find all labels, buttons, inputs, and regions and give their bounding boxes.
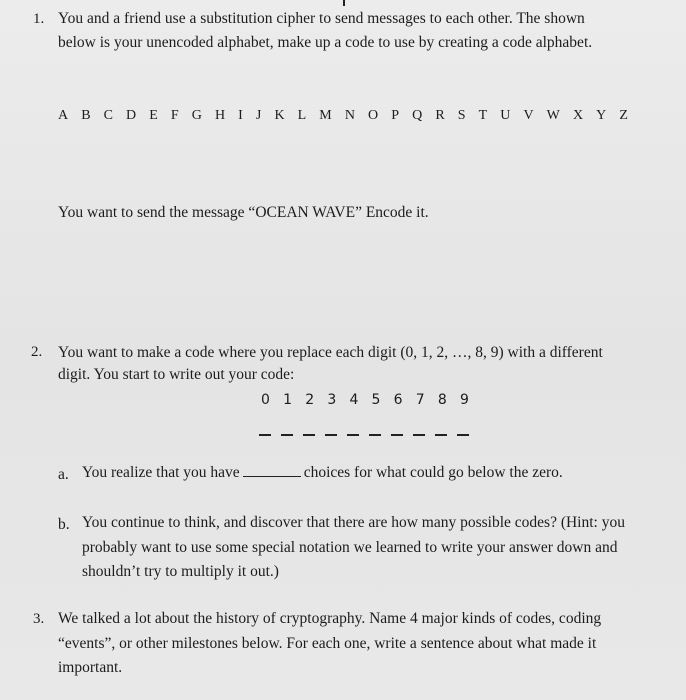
alphabet-letter: R xyxy=(435,108,445,123)
alphabet-row xyxy=(58,108,628,124)
q2a-text-before: You realize that you have xyxy=(82,464,240,481)
alphabet-letter: G xyxy=(191,108,202,123)
q1-number: 1. xyxy=(33,11,45,27)
q2b-line2: probably want to use some special notation we learned to write your answer down and xyxy=(82,539,618,556)
digit: 5 xyxy=(371,392,381,408)
q2b-line3: shouldn’t try to multiply it out.) xyxy=(82,563,279,580)
q3-line2: “events”, or other milestones below. For each one, write a sentence about what made it xyxy=(58,635,597,652)
alphabet-letter: K xyxy=(274,108,285,123)
q1-line1: You and a friend use a substitution cipher to send messages to each other. The shown xyxy=(58,10,585,27)
code-blank[interactable] xyxy=(413,434,425,436)
alphabet-letter: W xyxy=(546,108,560,123)
code-blank[interactable] xyxy=(369,434,381,436)
digit: 9 xyxy=(459,392,469,408)
code-blank[interactable] xyxy=(391,434,403,436)
q3-line1: We talked a lot about the history of cryptography. Name 4 major kinds of codes, coding xyxy=(58,610,602,627)
q2-line2: digit. You start to write out your code: xyxy=(58,366,295,383)
alphabet-letter: S xyxy=(457,108,466,123)
alphabet-letter: B xyxy=(81,108,91,123)
q2a-text xyxy=(82,462,563,483)
code-blank[interactable] xyxy=(435,434,447,436)
top-mark xyxy=(343,0,345,6)
alphabet-letter: I xyxy=(238,108,243,123)
alphabet-letter: V xyxy=(523,108,534,123)
digit: 0 xyxy=(261,392,270,408)
q2b-line1: You continue to think, and discover that there are how many possible codes? (Hint: you xyxy=(82,514,625,531)
code-blank[interactable] xyxy=(281,434,293,436)
q2a-answer-blank[interactable] xyxy=(243,464,301,477)
alphabet-letter: L xyxy=(297,108,307,123)
alphabet-letter: H xyxy=(214,108,226,123)
q3-line3: important. xyxy=(58,659,123,676)
code-blank[interactable] xyxy=(457,434,469,436)
q2a-label: a. xyxy=(58,466,69,483)
digit: 3 xyxy=(327,392,337,408)
alphabet-letter: C xyxy=(103,108,113,123)
q2a-text-after: choices for what could go below the zero. xyxy=(303,464,563,481)
code-blanks xyxy=(259,434,469,436)
alphabet-letter: T xyxy=(478,108,488,123)
code-blank[interactable] xyxy=(325,434,337,436)
alphabet-letter: Z xyxy=(619,108,628,123)
alphabet-letter: M xyxy=(319,108,332,123)
digit-row xyxy=(261,392,469,408)
alphabet-letter: A xyxy=(58,108,69,123)
code-blank[interactable] xyxy=(347,434,359,436)
alphabet-letter: N xyxy=(344,108,355,123)
digit: 8 xyxy=(437,392,447,408)
alphabet-letter: U xyxy=(500,108,511,123)
digit: 1 xyxy=(283,392,293,408)
alphabet-letter: J xyxy=(255,108,262,123)
code-blank[interactable] xyxy=(303,434,315,436)
alphabet-letter: D xyxy=(126,108,137,123)
alphabet-letter: Y xyxy=(596,108,607,123)
alphabet-letter: F xyxy=(170,108,179,123)
alphabet-letter: O xyxy=(368,108,379,123)
alphabet-letter: Q xyxy=(412,108,423,123)
q1-line2: below is your unencoded alphabet, make up a code to use by creating a code alphabet. xyxy=(58,34,593,51)
q3-number: 3. xyxy=(33,611,45,627)
q2b-label: b. xyxy=(58,516,70,533)
alphabet-letter: E xyxy=(149,108,158,123)
q2-number: 2. xyxy=(31,344,43,360)
q1-prompt: You want to send the message “OCEAN WAVE” Encode it. xyxy=(58,204,429,221)
alphabet-letter: X xyxy=(572,108,584,123)
digit: 7 xyxy=(415,392,425,408)
digit: 6 xyxy=(393,392,403,408)
alphabet-letter: P xyxy=(391,108,400,123)
code-blank[interactable] xyxy=(259,434,271,436)
q2-line1: You want to make a code where you replace each digit (0, 1, 2, …, 8, 9) with a different xyxy=(58,344,603,361)
digit: 4 xyxy=(349,392,359,408)
digit: 2 xyxy=(305,392,315,408)
